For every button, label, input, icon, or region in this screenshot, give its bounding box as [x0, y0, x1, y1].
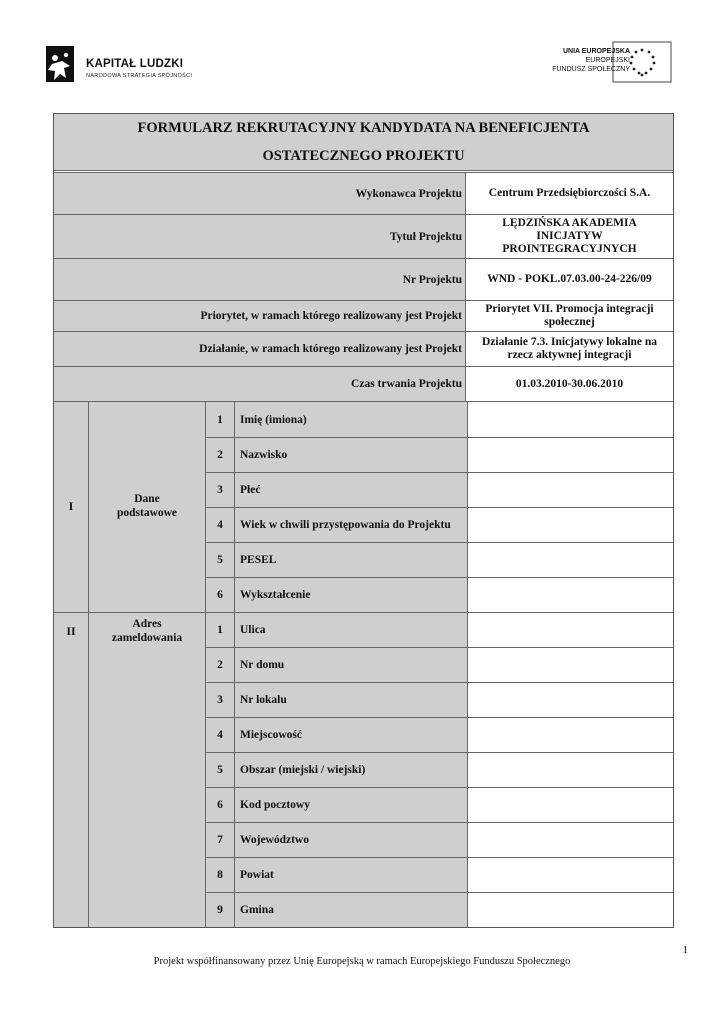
info-value: 01.03.2010-30.06.2010: [515, 377, 624, 390]
fields-column: [206, 402, 673, 927]
apartment-number-field[interactable]: [468, 683, 673, 717]
info-row-priority: [54, 300, 673, 331]
roman-column: [54, 402, 89, 927]
form-title-line2: OSTATECZNEGO PROJEKTU: [262, 148, 465, 164]
section-roman-block: [54, 612, 88, 927]
section-column: [89, 402, 206, 927]
info-label: Priorytet, w ramach którego realizowany jest Projekt: [54, 301, 466, 331]
field-row-gender: [206, 472, 673, 507]
field-number: 1: [206, 402, 235, 437]
commune-field[interactable]: [468, 893, 673, 927]
section-name-block: [89, 612, 205, 927]
section-roman-block: [54, 402, 88, 612]
info-value: Działanie 7.3. Inicjatywy lokalne na rzecz aktywnej integracji: [481, 336, 658, 361]
section-name-block: [89, 402, 205, 612]
first-name-field[interactable]: [468, 402, 673, 437]
field-label: Wykształcenie: [235, 578, 468, 612]
field-label: Kod pocztowy: [235, 788, 468, 822]
field-number: 5: [206, 753, 235, 787]
field-row-voivodeship: [206, 822, 673, 857]
voivodeship-field[interactable]: [468, 823, 673, 857]
section-name: Adres zameldowania: [111, 618, 183, 644]
education-field[interactable]: [468, 578, 673, 612]
form-title-line1: FORMULARZ REKRUTACYJNY KANDYDATA NA BENEFICJENTA: [137, 120, 590, 136]
kapital-ludzki-title: KAPITAŁ LUDZKI: [86, 58, 184, 70]
footer-cofinancing-note: Projekt współfinansowany przez Unię Europejską w ramach Europejskiego Funduszu Społecznego: [153, 956, 571, 967]
field-label: Gmina: [235, 893, 468, 927]
info-value: Priorytet VII. Promocja integracji społecznej: [485, 303, 654, 328]
pesel-field[interactable]: [468, 543, 673, 577]
field-row-street: [206, 612, 673, 647]
field-row-postal-code: [206, 787, 673, 822]
field-label: Ulica: [235, 613, 468, 647]
kapital-ludzki-subtitle: NARODOWA STRATEGIA SPÓJNOŚCI: [86, 73, 193, 79]
form-title: [54, 114, 673, 170]
info-row-number: [54, 258, 673, 300]
field-number: 5: [206, 543, 235, 577]
county-field[interactable]: [468, 858, 673, 892]
section-roman-numeral: I: [68, 499, 74, 513]
field-number: 7: [206, 823, 235, 857]
field-number: 4: [206, 718, 235, 752]
info-row-duration: [54, 366, 673, 401]
field-number: 6: [206, 578, 235, 612]
field-row-apartment-number: [206, 682, 673, 717]
info-label: Działanie, w ramach którego realizowany jest Projekt: [54, 332, 466, 366]
eu-logo-line2: EUROPEJSKI: [585, 57, 630, 64]
field-row-pesel: [206, 542, 673, 577]
gender-field[interactable]: [468, 473, 673, 507]
field-label: PESEL: [235, 543, 468, 577]
info-value: Centrum Przedsiębiorczości S.A.: [488, 187, 651, 199]
info-row-executor: [54, 172, 673, 214]
info-row-title: [54, 214, 673, 258]
info-label: Wykonawca Projektu: [54, 173, 466, 214]
field-number: 6: [206, 788, 235, 822]
eu-logo-line1: UNIA EUROPEJSKA: [562, 48, 630, 55]
field-label: Imię (imiona): [235, 402, 468, 437]
field-label: Nr lokalu: [235, 683, 468, 717]
page-number: 1: [682, 944, 688, 956]
last-name-field[interactable]: [468, 438, 673, 472]
field-row-education: [206, 577, 673, 612]
house-number-field[interactable]: [468, 648, 673, 682]
area-field[interactable]: [468, 753, 673, 787]
field-label: Miejscowość: [235, 718, 468, 752]
info-label: Tytuł Projektu: [54, 215, 466, 258]
field-row-age: [206, 507, 673, 542]
info-label: Nr Projektu: [54, 259, 466, 300]
field-number: 8: [206, 858, 235, 892]
field-row-city: [206, 717, 673, 752]
field-number: 2: [206, 438, 235, 472]
eu-logo-line3: FUNDUSZ SPOŁECZNY: [552, 66, 630, 73]
age-field[interactable]: [468, 508, 673, 542]
field-row-county: [206, 857, 673, 892]
city-field[interactable]: [468, 718, 673, 752]
info-value: LĘDZIŃSKA AKADEMIA INICJATYW PROINTEGRACYJNYCH: [502, 217, 637, 255]
fields-grid: [54, 401, 673, 927]
field-number: 3: [206, 683, 235, 717]
recruitment-form: [53, 113, 674, 928]
field-label: Płeć: [235, 473, 468, 507]
field-number: 4: [206, 508, 235, 542]
field-row-commune: [206, 892, 673, 927]
field-label: Wiek w chwili przystępowania do Projektu: [235, 508, 468, 542]
field-row-house-number: [206, 647, 673, 682]
field-number: 3: [206, 473, 235, 507]
postal-code-field[interactable]: [468, 788, 673, 822]
field-number: 2: [206, 648, 235, 682]
field-number: 1: [206, 613, 235, 647]
info-label: Czas trwania Projektu: [54, 367, 466, 401]
field-label: Powiat: [235, 858, 468, 892]
field-label: Nr domu: [235, 648, 468, 682]
field-number: 9: [206, 893, 235, 927]
section-name: Dane podstawowe: [116, 493, 178, 519]
section-roman-numeral: II: [66, 624, 76, 638]
info-value: WND - POKL.07.03.00-24-226/09: [487, 273, 652, 285]
field-label: Nazwisko: [235, 438, 468, 472]
street-field[interactable]: [468, 613, 673, 647]
field-row-last-name: [206, 437, 673, 472]
field-label: Województwo: [235, 823, 468, 857]
field-row-area: [206, 752, 673, 787]
field-label: Obszar (miejski / wiejski): [235, 753, 468, 787]
field-row-first-name: [206, 402, 673, 437]
info-row-action: [54, 331, 673, 366]
